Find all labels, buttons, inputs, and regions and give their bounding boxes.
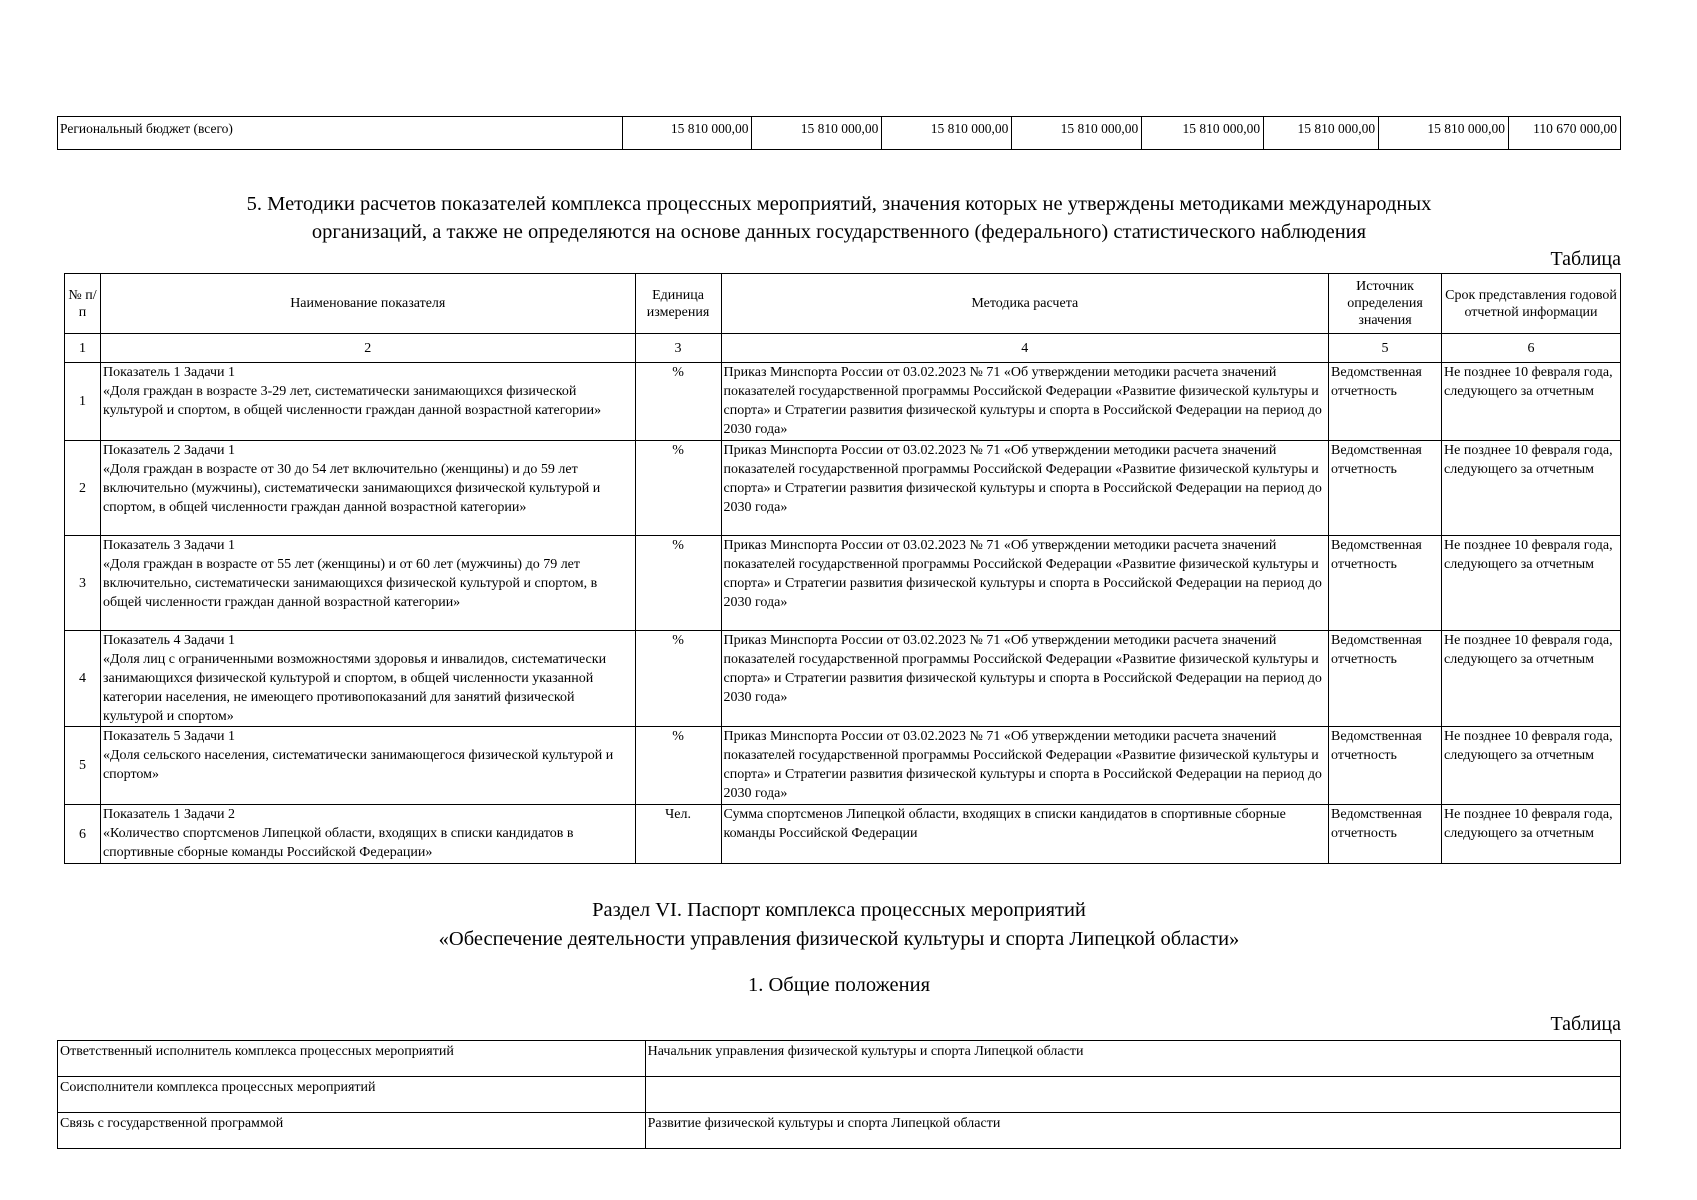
budget-value: 15 810 000,00: [752, 117, 882, 150]
passport-value: [645, 1077, 1620, 1113]
passport-label: Связь с государственной программой: [58, 1113, 646, 1149]
budget-total: 110 670 000,00: [1509, 117, 1621, 150]
method-cell: Приказ Минспорта России от 03.02.2023 № 71 «Об утверждении методики расчета значений показателей государственной программы Российской Федерации «Развитие физической культуры и спорта» и Стратегии развития физической культуры и спорта в Российской Федерации на период до 2030 года»: [721, 536, 1329, 631]
indicator-text: «Количество спортсменов Липецкой области, входящих в списки кандидатов в спортивные сборные команды Российской Федерации»: [102, 826, 574, 860]
methods-header-row: [65, 274, 1621, 334]
unit-cell: %: [635, 441, 721, 536]
section6-title-line2: «Обеспечение деятельности управления физической культуры и спорта Липецкой области»: [438, 928, 1240, 950]
indicator-name-cell: [100, 536, 635, 631]
indicator-text: «Доля сельского населения, систематически занимающегося физической культурой и спортом»: [102, 748, 614, 782]
indicator-title: Показатель 4 Задачи 1: [102, 633, 236, 648]
section5-table-caption: Таблица: [1550, 248, 1621, 270]
indicator-text: «Доля граждан в возрасте 3-29 лет, систематически занимающихся физической культурой и спортом, в общей численности граждан данной возрастной категории»: [102, 384, 602, 418]
methods-row: [65, 805, 1621, 864]
indicator-name-cell: [100, 363, 635, 441]
section6-table-caption: Таблица: [1550, 1013, 1621, 1035]
passport-label: Ответственный исполнитель комплекса процессных мероприятий: [58, 1041, 646, 1077]
passport-row: [58, 1041, 1621, 1077]
indicator-text: «Доля граждан в возрасте от 30 до 54 лет включительно (женщины) и до 59 лет включительно (мужчины), систематически занимающихся физической культурой и спортом, в общей численности граждан данной возрастной категории»: [102, 462, 601, 515]
method-cell: Приказ Минспорта России от 03.02.2023 № 71 «Об утверждении методики расчета значений показателей государственной программы Российской Федерации «Развитие физической культуры и спорта» и Стратегии развития физической культуры и спорта в Российской Федерации на период до 2030 года»: [721, 727, 1329, 805]
col-number: 5: [1329, 334, 1442, 363]
indicator-title: Показатель 3 Задачи 1: [102, 538, 236, 553]
budget-value: 15 810 000,00: [1142, 117, 1264, 150]
row-number: 5: [65, 727, 101, 805]
passport-row: [58, 1077, 1621, 1113]
budget-value: 15 810 000,00: [882, 117, 1012, 150]
budget-value: 15 810 000,00: [1264, 117, 1379, 150]
row-number: 4: [65, 631, 101, 727]
unit-cell: %: [635, 536, 721, 631]
deadline-cell: Не позднее 10 февраля года, следующего за отчетным: [1442, 536, 1621, 631]
header-num: № п/п: [65, 274, 101, 334]
indicator-title: Показатель 2 Задачи 1: [102, 443, 236, 458]
deadline-cell: Не позднее 10 февраля года, следующего за отчетным: [1442, 631, 1621, 727]
budget-table: [57, 116, 1621, 150]
section5-title-line1: 5. Методики расчетов показателей комплекса процессных мероприятий, значения которых не утверждены методиками международных: [246, 193, 1432, 215]
budget-value: 15 810 000,00: [1012, 117, 1142, 150]
deadline-cell: Не позднее 10 февраля года, следующего за отчетным: [1442, 727, 1621, 805]
source-cell: Ведомственная отчетность: [1329, 805, 1442, 864]
budget-row: [58, 117, 1621, 150]
methods-row: [65, 441, 1621, 536]
row-number: 1: [65, 363, 101, 441]
source-cell: Ведомственная отчетность: [1329, 536, 1442, 631]
method-cell: Приказ Минспорта России от 03.02.2023 № 71 «Об утверждении методики расчета значений показателей государственной программы Российской Федерации «Развитие физической культуры и спорта» и Стратегии развития физической культуры и спорта в Российской Федерации на период до 2030 года»: [721, 363, 1329, 441]
unit-cell: %: [635, 363, 721, 441]
methods-row: [65, 631, 1621, 727]
passport-row: [58, 1113, 1621, 1149]
header-method: Методика расчета: [721, 274, 1329, 334]
budget-label: Региональный бюджет (всего): [58, 117, 623, 150]
header-deadline: Срок представления годовой отчетной информации: [1442, 274, 1621, 334]
header-unit: Единица измерения: [635, 274, 721, 334]
passport-value: Начальник управления физической культуры и спорта Липецкой области: [645, 1041, 1620, 1077]
unit-cell: %: [635, 727, 721, 805]
indicator-name-cell: [100, 631, 635, 727]
section6-title-line1: Раздел VI. Паспорт комплекса процессных мероприятий: [592, 899, 1086, 921]
indicator-name-cell: [100, 727, 635, 805]
source-cell: Ведомственная отчетность: [1329, 727, 1442, 805]
methods-row: [65, 363, 1621, 441]
budget-value: 15 810 000,00: [622, 117, 752, 150]
deadline-cell: Не позднее 10 февраля года, следующего за отчетным: [1442, 441, 1621, 536]
methods-row: [65, 727, 1621, 805]
col-number: 6: [1442, 334, 1621, 363]
row-number: 6: [65, 805, 101, 864]
indicator-text: «Доля лиц с ограниченными возможностями здоровья и инвалидов, систематически занимающихся физической культурой и спортом, в общей численности указанной категории населения, не имеющего противопоказаний для занятий физической культурой и спортом»: [102, 652, 607, 724]
col-number: 1: [65, 334, 101, 363]
indicator-title: Показатель 1 Задачи 2: [102, 807, 236, 822]
deadline-cell: Не позднее 10 февраля года, следующего за отчетным: [1442, 363, 1621, 441]
row-number: 2: [65, 441, 101, 536]
passport-table: [57, 1040, 1621, 1149]
methods-table: [64, 273, 1621, 864]
row-number: 3: [65, 536, 101, 631]
method-cell: Приказ Минспорта России от 03.02.2023 № 71 «Об утверждении методики расчета значений показателей государственной программы Российской Федерации «Развитие физической культуры и спорта» и Стратегии развития физической культуры и спорта в Российской Федерации на период до 2030 года»: [721, 441, 1329, 536]
unit-cell: Чел.: [635, 805, 721, 864]
section5-title-line2: организаций, а также не определяются на основе данных государственного (федерального) статистического наблюдения: [311, 221, 1367, 243]
indicator-name-cell: [100, 441, 635, 536]
passport-label: Соисполнители комплекса процессных мероприятий: [58, 1077, 646, 1113]
unit-cell: %: [635, 631, 721, 727]
budget-value: 15 810 000,00: [1379, 117, 1509, 150]
source-cell: Ведомственная отчетность: [1329, 363, 1442, 441]
section6-subtitle: 1. Общие положения: [748, 974, 930, 996]
col-number: 4: [721, 334, 1329, 363]
col-number: 3: [635, 334, 721, 363]
header-name: Наименование показателя: [100, 274, 635, 334]
indicator-title: Показатель 5 Задачи 1: [102, 729, 236, 744]
methods-row: [65, 536, 1621, 631]
methods-colnum-row: [65, 334, 1621, 363]
indicator-title: Показатель 1 Задачи 1: [102, 365, 236, 380]
source-cell: Ведомственная отчетность: [1329, 631, 1442, 727]
source-cell: Ведомственная отчетность: [1329, 441, 1442, 536]
deadline-cell: Не позднее 10 февраля года, следующего за отчетным: [1442, 805, 1621, 864]
indicator-text: «Доля граждан в возрасте от 55 лет (женщины) и от 60 лет (мужчины) до 79 лет включительно, систематически занимающихся физической культурой и спортом, в общей численности граждан данной возрастной категории»: [102, 557, 598, 610]
method-cell: Сумма спортсменов Липецкой области, входящих в списки кандидатов в спортивные сборные команды Российской Федерации: [721, 805, 1329, 864]
header-source: Источник определения значения: [1329, 274, 1442, 334]
passport-value: Развитие физической культуры и спорта Липецкой области: [645, 1113, 1620, 1149]
method-cell: Приказ Минспорта России от 03.02.2023 № 71 «Об утверждении методики расчета значений показателей государственной программы Российской Федерации «Развитие физической культуры и спорта» и Стратегии развития физической культуры и спорта в Российской Федерации на период до 2030 года»: [721, 631, 1329, 727]
indicator-name-cell: [100, 805, 635, 864]
col-number: 2: [100, 334, 635, 363]
